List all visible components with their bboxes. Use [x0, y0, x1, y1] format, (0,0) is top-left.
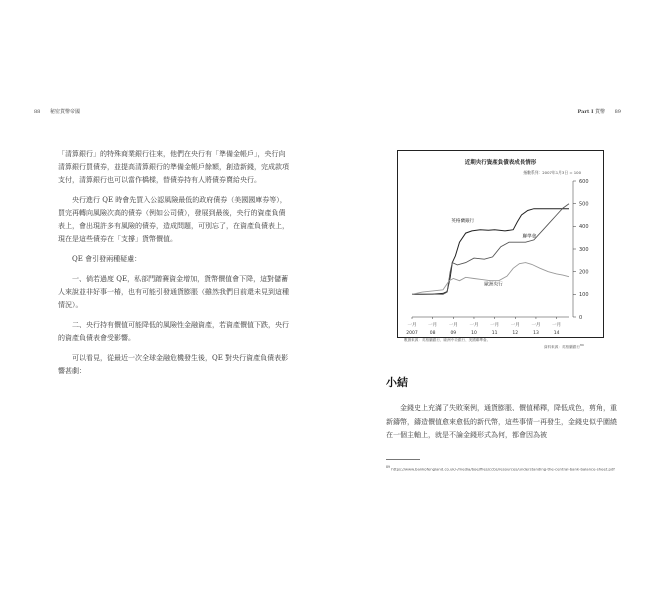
- chart-source-credit: [544, 343, 584, 350]
- right-paragraph-1: 金錢史上充滿了失敗案例，通貨膨脹、價值稀釋，降低成色，剪角，重新鑄幣，鑄造價值愈來愈低的新代幣，這些事情一再發生，金錢史似乎圍繞在一個主軸上，就是不論金錢形式為何，都會因為被: [386, 404, 617, 439]
- x-year-label: 09: [450, 331, 457, 336]
- balance-sheet-chart: [397, 150, 604, 338]
- left-paragraph-6: 可以看見，從最近一次全球金融危機發生後，QE 對央行資產負債表影響甚劇：: [58, 354, 289, 375]
- left-paragraph-5: 二、央行持有價值可能降低的風險性金融資產，若資產價值下跌，央行的資產負債表會受影響。: [58, 321, 289, 342]
- x-tick-label: 一月: [531, 323, 541, 328]
- y-tick-label: 100: [579, 292, 589, 299]
- chart-subtitle: 指數系列：2007年1月3日 = 100: [523, 170, 581, 175]
- x-year-label: 13: [533, 331, 539, 336]
- y-tick-label: 300: [579, 246, 589, 253]
- x-tick-label: 一月: [448, 323, 458, 328]
- footnote-divider: [386, 459, 420, 460]
- left-paragraph-4: 一、倘若過度 QE，私部門蹭賽資金增加，貨幣價值會下降，這對儲蓄人來說並非好事一椿，也有可能引發通貨膨脹（雖然我們目前還未見到這種情況）。: [58, 275, 289, 309]
- left-page-number: 88: [34, 109, 41, 115]
- left-paragraph-2: 央行進行 QE 時會先買入公認風險最低的政府債券（美國國庫券等），買完再轉向風險次高的債券（例如公司債），發展到最後，央行的資產負債表上，會出現許多有風險的債券，造成問題，可別忘了，在資產負債表上，現在是這些債券在「支撐」貨幣價值。: [58, 196, 289, 243]
- x-year-label: 10: [471, 331, 477, 336]
- right-running-head: [578, 108, 621, 115]
- footnote-url: https://www.bankofengland.co.uk/-/media/boe/files/ccbs/resources/understanding-the-central-bank-balance-sheet.pdf: [391, 466, 615, 472]
- x-tick-label: 一月: [469, 323, 479, 328]
- chart-plot: [398, 151, 605, 339]
- x-year-label: 11: [491, 331, 498, 336]
- footnote: [386, 464, 634, 472]
- x-year-label: 12: [512, 331, 519, 336]
- y-tick-label: 500: [579, 201, 589, 208]
- chart-note-marker: 89: [579, 343, 584, 347]
- x-tick-label: 一月: [490, 323, 500, 328]
- summary-heading: 小結: [386, 376, 408, 389]
- y-tick-label: 0: [579, 314, 583, 321]
- series-label: 歐洲央行: [484, 282, 503, 288]
- chart-source-credit-text: 資料來源：英格蘭銀行: [544, 345, 580, 350]
- left-book-title: 秘密貨幣帝國: [49, 109, 80, 115]
- left-paragraph-3: QE 會引發兩種疑慮：: [72, 255, 142, 263]
- x-year-label: 08: [429, 331, 436, 336]
- x-tick-label: 一月: [428, 323, 438, 328]
- left-paragraph-1: 「清算銀行」的特殊商業銀行往來，他們在央行有「準備金帳戶」，央行向清算銀行買債券，並提高清算銀行的準備金帳戶餘額，創造新錢，完成款項支付，清算銀行也可以當作橋樑，替債券持有人將債券賣給央行。: [58, 150, 289, 184]
- series-label: 聯準會: [522, 234, 537, 240]
- right-page-number: 89: [614, 109, 621, 115]
- x-year-label: 14: [553, 331, 560, 336]
- y-tick-label: 400: [579, 224, 589, 231]
- y-tick-label: 600: [579, 178, 589, 185]
- right-part-label: Part I: [577, 109, 594, 115]
- right-page-body: [386, 402, 622, 443]
- left-page-body: [58, 148, 290, 385]
- x-tick-label: 一月: [552, 323, 562, 328]
- footnote-marker: 89: [386, 465, 391, 469]
- x-year-label: 2007: [406, 331, 418, 336]
- series-line: [412, 263, 569, 295]
- x-tick-label: 一月: [510, 323, 520, 328]
- chart-title: 近期央行資產負債表成長情形: [464, 160, 537, 166]
- x-tick-label: 一月: [407, 323, 417, 328]
- right-part-title: 貨幣: [595, 109, 606, 115]
- y-tick-label: 200: [579, 269, 589, 276]
- chart-source-note: 數據來源：英格蘭銀行、歐洲中央銀行、美國聯準會。: [404, 338, 491, 342]
- left-running-head: [34, 108, 80, 115]
- series-label: 英格蘭銀行: [451, 218, 475, 224]
